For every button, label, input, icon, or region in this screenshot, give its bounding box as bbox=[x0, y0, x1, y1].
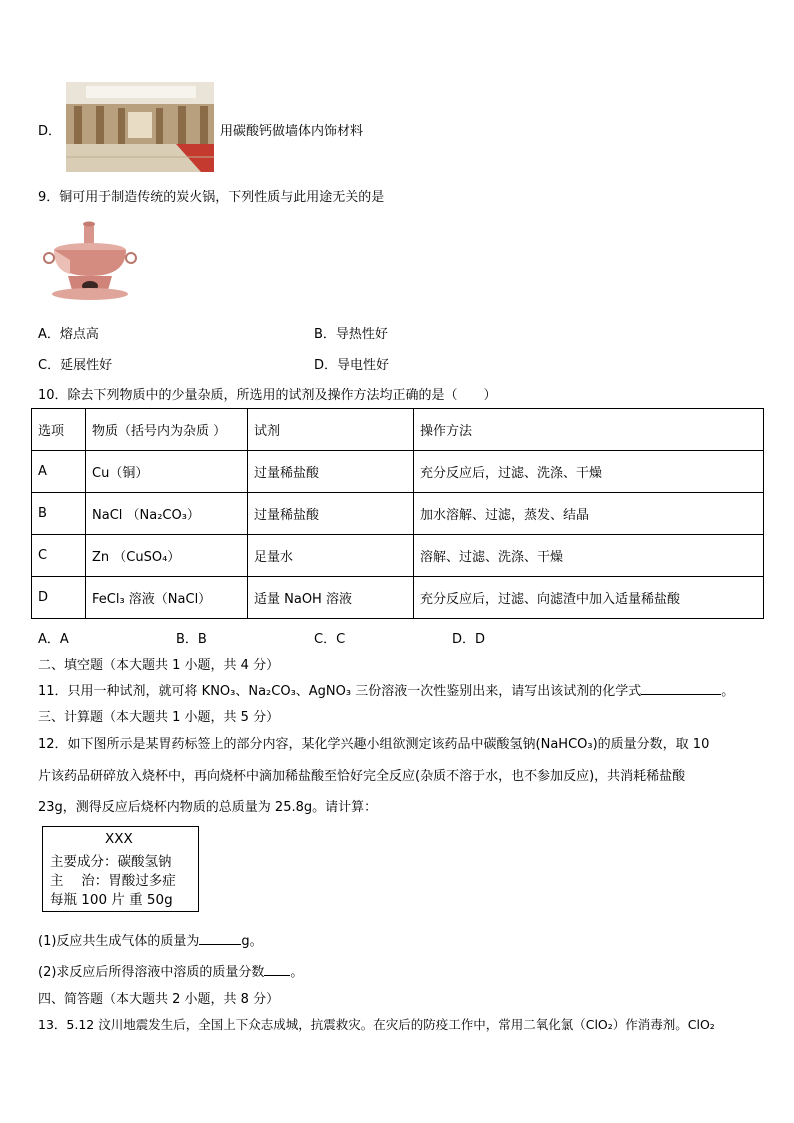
label-title: XXX bbox=[105, 831, 133, 847]
q10-table bbox=[31, 408, 764, 619]
q12-sub-1-unit: g。 bbox=[241, 934, 263, 949]
section-4-heading: 四、简答题（本大题共 2 小题，共 8 分） bbox=[38, 992, 280, 1007]
table-header-row bbox=[32, 409, 764, 451]
q9-stem: 9．铜可用于制造传统的炭火锅，下列性质与此用途无关的是 bbox=[38, 190, 385, 205]
q9-option-c: C．延展性好 bbox=[38, 358, 113, 373]
q11 bbox=[38, 680, 734, 699]
table-cell: 充分反应后，过滤、洗涤、干燥 bbox=[414, 451, 764, 493]
copper-hotpot-image bbox=[40, 220, 142, 304]
table-cell: 溶解、过滤、洗涤、干燥 bbox=[414, 535, 764, 577]
q12-sub-1 bbox=[38, 930, 263, 949]
q9-option-d: D．导电性好 bbox=[314, 358, 390, 373]
q10-answer-c: C．C bbox=[314, 632, 346, 647]
table-cell: D bbox=[32, 577, 86, 619]
table-row bbox=[32, 451, 764, 493]
q13-text: 13．5.12 汶川地震发生后，全国上下众志成城，抗震救灾。在灾后的防疫工作中，常用二氧化氯（ClO₂）作消毒剂。ClO₂ bbox=[38, 1017, 715, 1032]
table-cell: 过量稀盐酸 bbox=[248, 493, 414, 535]
table-header-cell: 选项 bbox=[32, 409, 86, 451]
table-cell: NaCl （Na₂CO₃） bbox=[86, 493, 248, 535]
table-row bbox=[32, 493, 764, 535]
table-cell: 适量 NaOH 溶液 bbox=[248, 577, 414, 619]
q10-answer-b: B．B bbox=[176, 632, 207, 647]
q12-sub-1-blank[interactable] bbox=[199, 944, 241, 945]
label-line-2: 主 治：胃酸过多症 bbox=[50, 873, 176, 889]
table-row bbox=[32, 577, 764, 619]
table-cell: 充分反应后，过滤、向滤渣中加入适量稀盐酸 bbox=[414, 577, 764, 619]
table-cell: Cu（铜） bbox=[86, 451, 248, 493]
table-cell: C bbox=[32, 535, 86, 577]
q12-sub-1-text: (1)反应共生成气体的质量为 bbox=[38, 934, 200, 949]
table-cell: Zn （CuSO₄） bbox=[86, 535, 248, 577]
q12-sub-2-blank[interactable] bbox=[264, 975, 290, 976]
table-row bbox=[32, 535, 764, 577]
q12-sub-2 bbox=[38, 961, 303, 980]
medicine-label bbox=[42, 826, 199, 912]
q12-line-3: 23g，测得反应后烧杯内物质的总质量为 25.8g。请计算： bbox=[38, 800, 378, 815]
q10-stem: 10．除去下列物质中的少量杂质，所选用的试剂及操作方法均正确的是（ ） bbox=[38, 388, 497, 403]
label-line-3: 每瓶 100 片 重 50g bbox=[50, 892, 173, 908]
q12-line-2: 片该药品研碎放入烧杯中，再向烧杯中滴加稀盐酸至恰好完全反应(杂质不溶于水，也不参加反应)，共消耗稀盐酸 bbox=[38, 769, 686, 784]
q8-option-d-text: 用碳酸钙做墙体内饰材料 bbox=[220, 124, 364, 139]
q11-text: 11．只用一种试剂，就可将 KNO₃、Na₂CO₃、AgNO₃ 三份溶液一次性鉴别出来，请写出该试剂的化学式 bbox=[38, 684, 642, 699]
table-cell: 过量稀盐酸 bbox=[248, 451, 414, 493]
q12-sub-2-end: 。 bbox=[290, 965, 304, 980]
section-3-heading: 三、计算题（本大题共 1 小题，共 5 分） bbox=[38, 710, 280, 725]
q10-answer-d: D．D bbox=[452, 632, 486, 647]
table-cell: FeCl₃ 溶液（NaCl） bbox=[86, 577, 248, 619]
table-cell: 足量水 bbox=[248, 535, 414, 577]
q11-answer-blank[interactable] bbox=[641, 694, 721, 695]
q12-line-1: 12．如下图所示是某胃药标签上的部分内容，某化学兴趣小组欲测定该药品中碳酸氢钠(NaHCO₃)的质量分数，取 10 bbox=[38, 737, 710, 752]
label-line-1: 主要成分：碳酸氢钠 bbox=[50, 854, 172, 870]
table-header-cell: 操作方法 bbox=[414, 409, 764, 451]
q8-option-d-letter: D． bbox=[38, 124, 62, 139]
table-header-cell: 物质（括号内为杂质 ） bbox=[86, 409, 248, 451]
table-cell: A bbox=[32, 451, 86, 493]
section-2-heading: 二、填空题（本大题共 1 小题，共 4 分） bbox=[38, 658, 280, 673]
interior-wall-photo bbox=[66, 82, 214, 172]
q12-sub-2-text: (2)求反应后所得溶液中溶质的质量分数 bbox=[38, 965, 265, 980]
table-cell: B bbox=[32, 493, 86, 535]
q11-end: 。 bbox=[721, 684, 735, 699]
q10-answer-a: A．A bbox=[38, 632, 69, 647]
q9-option-b: B．导热性好 bbox=[314, 327, 388, 342]
table-cell: 加水溶解、过滤，蒸发、结晶 bbox=[414, 493, 764, 535]
table-header-cell: 试剂 bbox=[248, 409, 414, 451]
q9-option-a: A．熔点高 bbox=[38, 327, 99, 342]
